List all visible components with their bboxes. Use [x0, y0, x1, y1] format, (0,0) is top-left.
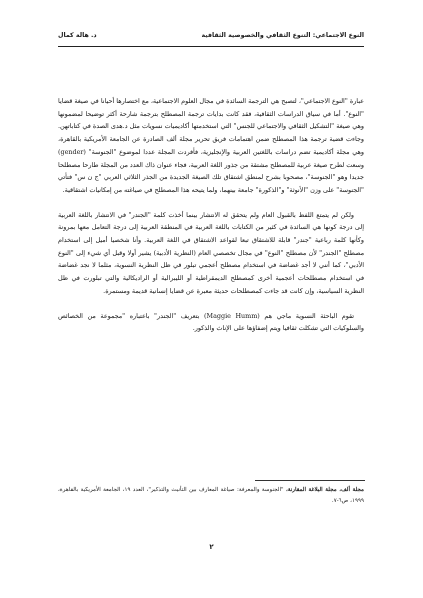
paragraph: تقوم الباحثة النسوية ماجي هم (Maggie Humm) بتعريف "الجندر" باعتباره "مجموعة من الخصائص والسلوكيات التي تشكلت ثقافيا ويتم إضفاؤها على الإناث والذكور. [58, 311, 364, 333]
header-rule [58, 46, 364, 47]
footnote [58, 485, 364, 508]
page-number: ٢ [209, 543, 214, 551]
header-author: د. هالة كمال [58, 32, 97, 39]
paragraph: عبارة "النوع الاجتماعي"، لتصبح هي الترجمة السائدة في مجال العلوم الاجتماعية، مع اختصارها أحيانا في صيغة قضايا "النوع". أما في سياق الدراسات الثقافية، فقد كانت بدايات ترجمة المصطلح بترجمة شارحة أكثر توضيحا لمضمونها وهي صيغة "التشكيل الثقافي والاجتماعي للجنس" التي استخدمتها أكاديميات نسويات مثل د.هدى الصدة في كتاباتهن. وجاءت قضية ترجمة هذا المصطلح ضمن اهتمامات فريق تحرير مجلة ألف الصادرة عن الجامعة الأمريكية بالقاهرة، وهي مجلة أكاديمية تضم دراسات باللغتين العربية والإنجليزية، فأفردت المجلة عددا لموضوع "الجنوسة" (gender) وسعت لطرح صيغة عربية للمصطلح مشتقة من جذور اللغة العربية، فجاء عنوان ذاك العدد من المجلة طارحا مصطلحا جديدا وهو "الجنوسة"، مصحوبا بشرح لمنطق اشتقاق تلك الصيغة الجديدة من الجذر الثلاثي العربي "ج ن س" فتأتي "الجنوسة" على وزن "الأنوثة" و"الذكورة" جامعة بينهما، ولما يتيحه هذا المصطلح في صياغته من إمكانيات اشتقاقية. [58, 97, 364, 194]
header-title: النوع الاجتماعي: التنوع الثقافي والخصوصية الثقافية [201, 32, 364, 39]
footnote-source: مجلة ألف، مجلة البلاغة المقارنة، [285, 487, 365, 493]
footnote-text: "الجنوسة والمعرفة: صياغة المعارف بين التأنيث والتذكير"، العدد ١٩، الجامعة الأمريكية بالقاهرة، ١٩٩٩، ص٦-٧. [58, 487, 364, 505]
body-text [58, 95, 364, 347]
footnote-rule [255, 480, 365, 481]
paragraph: ولكن لم يتمتع اللفظ بالقبول العام ولم يتحقق له الانتشار بينما أخذت كلمة "الجندر" في الانتشار باللغة العربية إلى درجة كونها هي السائدة في كثير من الكتابات باللغة العربية في المنطقة العربية إلى درجة التعامل معها بمرونة وكأنها كلمة رباعية "جندر" قابلة للاشتقاق تبعا لقواعد الاشتقاق في اللغة العربية. وأنا شخصيا أميل إلى استخدام مصطلح "الجندر" لأن مصطلح "النوع" في مجال تخصصي العام (النظرية الأدبية) يشير أولا وقبل أي شيء إلى "النوع الأدبي"، كما أنني لا أجد غضاضة في استخدام مصطلح أعجمي تبلور في ظل النظرية النسوية، مثلما لا نجد غضاضة في استخدام مصطلحات أعجمية أخرى كمصطلح الديمقراطية أو الليبرالية أو الراديكالية والتي تبلورت في ظل النظرية السياسية، وإن كانت قد جاءت كمصطلحات حديثة معبرة عن قضايا إنسانية قديمة ومستمرة. [58, 210, 364, 295]
running-header [58, 32, 364, 46]
